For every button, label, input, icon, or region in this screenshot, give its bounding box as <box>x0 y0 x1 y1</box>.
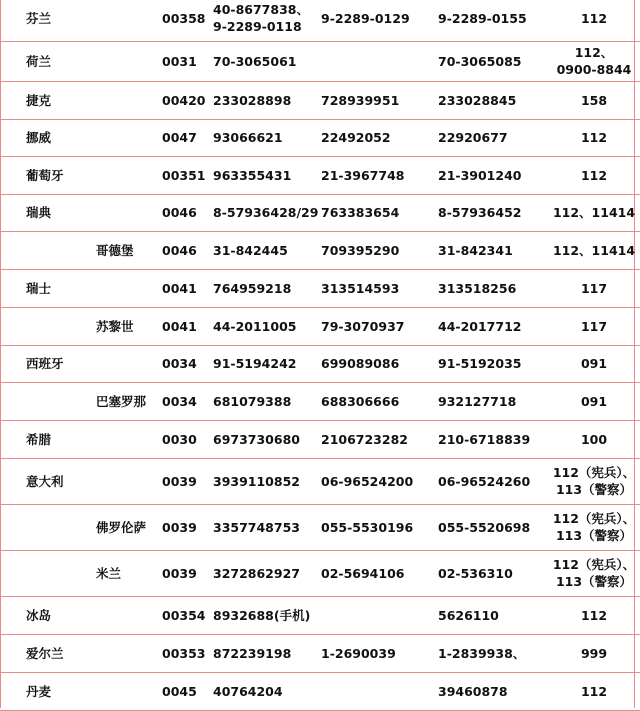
duty-phone-line: 21-3967748 <box>321 167 405 183</box>
phone-number <box>213 634 317 672</box>
emergency-number <box>548 41 640 81</box>
table-row <box>0 156 640 194</box>
phone-number <box>213 0 317 41</box>
emergency-number-line: 113（警察） <box>555 574 633 589</box>
country-name: 捷克 <box>0 81 156 119</box>
phone-number-line: 3939110852 <box>213 473 300 489</box>
duty-phone-line: 1-2690039 <box>321 645 396 661</box>
duty-phone <box>317 420 428 458</box>
emergency-number-line: 117 <box>580 280 608 296</box>
country-code: 00351 <box>156 156 213 194</box>
duty-phone-line: 728939951 <box>321 92 400 108</box>
fax-number <box>428 307 548 345</box>
emergency-number <box>548 596 640 634</box>
emergency-number-line: 112 <box>580 167 608 183</box>
phone-number-line: 8-57936428/29 <box>213 205 319 220</box>
emergency-number-line: 112、11414 <box>552 205 636 220</box>
phone-number-line: 3357748753 <box>213 519 300 535</box>
fax-number <box>428 672 548 710</box>
duty-phone-line: 9-2289-0129 <box>321 10 410 26</box>
fax-number-line: 06-96524260 <box>438 473 531 489</box>
country-name: 瑞典 <box>0 194 156 231</box>
country-name: 荷兰 <box>0 41 156 81</box>
emergency-number-line: 999 <box>580 645 608 661</box>
emergency-number-line: 091 <box>580 356 608 371</box>
fax-number-line: 70-3065085 <box>438 53 522 69</box>
phone-number-line: 93066621 <box>213 130 283 145</box>
duty-phone-line: 2106723282 <box>321 431 408 447</box>
phone-number-line: 872239198 <box>213 645 292 661</box>
emergency-number-line: 091 <box>580 393 608 409</box>
country-code: 0034 <box>156 345 213 382</box>
emergency-number-line: 112（宪兵）、 <box>552 557 636 572</box>
table-row <box>0 194 640 231</box>
fax-number-line: 313518256 <box>438 280 517 296</box>
fax-number-line: 31-842341 <box>438 242 513 258</box>
phone-number <box>213 382 317 420</box>
duty-phone <box>317 41 428 81</box>
fax-number <box>428 458 548 504</box>
fax-number <box>428 231 548 269</box>
phone-number <box>213 119 317 156</box>
phone-number <box>213 504 317 550</box>
phone-number-line: 8932688(手机) <box>213 607 311 623</box>
fax-number <box>428 41 548 81</box>
country-name: 希腊 <box>0 420 156 458</box>
duty-phone <box>317 504 428 550</box>
city-name: 巴塞罗那 <box>0 382 156 420</box>
table-row <box>0 504 640 550</box>
country-code: 00358 <box>156 0 213 41</box>
emergency-number <box>548 458 640 504</box>
phone-number-line: 3272862927 <box>213 565 300 581</box>
table-row <box>0 119 640 156</box>
emergency-number-line: 112（宪兵）、 <box>552 465 636 480</box>
country-code: 0047 <box>156 119 213 156</box>
phone-number-line: 6973730680 <box>213 431 300 447</box>
fax-number-line: 5626110 <box>438 607 499 623</box>
emergency-number <box>548 269 640 307</box>
table-row <box>0 345 640 382</box>
fax-number-line: 02-536310 <box>438 565 513 581</box>
fax-number-line: 932127718 <box>438 393 517 409</box>
country-code: 0046 <box>156 194 213 231</box>
phone-number-line: 70-3065061 <box>213 53 297 69</box>
emergency-number <box>548 382 640 420</box>
emergency-number <box>548 672 640 710</box>
emergency-number-line: 112 <box>580 683 608 699</box>
emergency-number <box>548 0 640 41</box>
country-code: 0041 <box>156 269 213 307</box>
country-code: 0031 <box>156 41 213 81</box>
country-name: 冰岛 <box>0 596 156 634</box>
phone-number-line: 31-842445 <box>213 242 288 258</box>
country-code: 0039 <box>156 550 213 596</box>
emergency-number-line: 113（警察） <box>555 528 633 543</box>
fax-number-line: 233028845 <box>438 92 517 108</box>
duty-phone <box>317 81 428 119</box>
phone-number-line: 40-8677838、 <box>213 2 309 18</box>
duty-phone-line: 22492052 <box>321 130 391 145</box>
fax-number <box>428 596 548 634</box>
fax-number-line: 21-3901240 <box>438 167 522 183</box>
duty-phone-line: 688306666 <box>321 393 400 409</box>
emergency-number <box>548 504 640 550</box>
emergency-number-line: 117 <box>580 318 608 334</box>
table-row <box>0 41 640 81</box>
table-row <box>0 458 640 504</box>
emergency-number-line: 100 <box>580 431 608 447</box>
country-code: 0034 <box>156 382 213 420</box>
emergency-number <box>548 550 640 596</box>
duty-phone-line: 06-96524200 <box>321 473 414 489</box>
country-code: 00353 <box>156 634 213 672</box>
fax-number-line: 22920677 <box>438 130 508 145</box>
fax-number <box>428 382 548 420</box>
duty-phone-line: 313514593 <box>321 280 400 296</box>
country-name: 意大利 <box>0 458 156 504</box>
emergency-number-line: 112 <box>580 10 608 26</box>
country-code: 00420 <box>156 81 213 119</box>
emergency-number-line: 112 <box>580 130 608 145</box>
country-code: 0030 <box>156 420 213 458</box>
emergency-number <box>548 81 640 119</box>
duty-phone <box>317 307 428 345</box>
duty-phone-line: 79-3070937 <box>321 318 405 334</box>
phone-number-line: 681079388 <box>213 393 292 409</box>
fax-number <box>428 156 548 194</box>
phone-number-line: 91-5194242 <box>213 356 297 371</box>
duty-phone <box>317 156 428 194</box>
fax-number-line: 91-5192035 <box>438 356 522 371</box>
duty-phone-line: 763383654 <box>321 205 400 220</box>
duty-phone-line: 709395290 <box>321 242 400 258</box>
city-name: 佛罗伦萨 <box>0 504 156 550</box>
table-row <box>0 269 640 307</box>
emergency-number-line: 0900-8844 <box>556 62 632 77</box>
fax-number-line: 8-57936452 <box>438 205 522 220</box>
fax-number <box>428 194 548 231</box>
duty-phone-line: 055-5530196 <box>321 519 414 535</box>
emergency-number-line: 112（宪兵）、 <box>552 511 636 526</box>
phone-number <box>213 550 317 596</box>
emergency-number <box>548 634 640 672</box>
duty-phone <box>317 550 428 596</box>
phone-number-line: 764959218 <box>213 280 292 296</box>
duty-phone <box>317 596 428 634</box>
country-code: 0041 <box>156 307 213 345</box>
phone-number <box>213 596 317 634</box>
duty-phone <box>317 231 428 269</box>
fax-number <box>428 504 548 550</box>
fax-number <box>428 0 548 41</box>
phone-number <box>213 231 317 269</box>
table-row <box>0 382 640 420</box>
table-row <box>0 231 640 269</box>
phone-number <box>213 41 317 81</box>
duty-phone <box>317 458 428 504</box>
emergency-number <box>548 119 640 156</box>
phone-number-line: 233028898 <box>213 92 292 108</box>
duty-phone <box>317 269 428 307</box>
phone-number <box>213 672 317 710</box>
emergency-number-line: 112、 <box>574 45 614 60</box>
phone-number-line: 40764204 <box>213 683 283 699</box>
table-row <box>0 672 640 710</box>
table-row <box>0 307 640 345</box>
phone-number-line: 9-2289-0118 <box>213 19 302 35</box>
fax-number <box>428 119 548 156</box>
country-code: 0045 <box>156 672 213 710</box>
fax-number <box>428 81 548 119</box>
fax-number <box>428 634 548 672</box>
fax-number-line: 9-2289-0155 <box>438 10 527 26</box>
emergency-number-line: 112、11414 <box>552 242 636 258</box>
country-name: 瑞士 <box>0 269 156 307</box>
duty-phone-line: 02-5694106 <box>321 565 405 581</box>
country-name: 葡萄牙 <box>0 156 156 194</box>
country-name: 挪威 <box>0 119 156 156</box>
emergency-number <box>548 156 640 194</box>
city-name: 苏黎世 <box>0 307 156 345</box>
duty-phone <box>317 382 428 420</box>
country-code: 0039 <box>156 458 213 504</box>
fax-number <box>428 420 548 458</box>
emergency-number <box>548 194 640 231</box>
phone-number <box>213 458 317 504</box>
duty-phone <box>317 672 428 710</box>
fax-number-line: 210-6718839 <box>438 431 531 447</box>
duty-phone-line: 699089086 <box>321 356 400 371</box>
duty-phone <box>317 119 428 156</box>
fax-number-line: 39460878 <box>438 683 508 699</box>
table-row <box>0 81 640 119</box>
duty-phone <box>317 634 428 672</box>
fax-number <box>428 345 548 382</box>
fax-number <box>428 269 548 307</box>
city-name: 米兰 <box>0 550 156 596</box>
duty-phone <box>317 194 428 231</box>
city-name: 哥德堡 <box>0 231 156 269</box>
country-code: 0046 <box>156 231 213 269</box>
phone-number-line: 44-2011005 <box>213 318 297 334</box>
table-row <box>0 634 640 672</box>
phone-number <box>213 307 317 345</box>
phone-number <box>213 81 317 119</box>
country-code: 00354 <box>156 596 213 634</box>
country-name: 芬兰 <box>0 0 156 41</box>
fax-number-line: 1-2839938、 <box>438 645 526 661</box>
emergency-number-line: 112 <box>580 607 608 623</box>
phone-number <box>213 156 317 194</box>
emergency-number-line: 113（警察） <box>555 482 633 497</box>
phone-number <box>213 269 317 307</box>
phone-number <box>213 345 317 382</box>
table-row <box>0 420 640 458</box>
fax-number-line: 44-2017712 <box>438 318 522 334</box>
fax-number <box>428 550 548 596</box>
emergency-number-line: 158 <box>580 92 608 108</box>
emergency-number <box>548 420 640 458</box>
table-row <box>0 0 640 41</box>
duty-phone <box>317 0 428 41</box>
emergency-number <box>548 307 640 345</box>
table-row <box>0 550 640 596</box>
phone-number-line: 963355431 <box>213 167 292 183</box>
table-row <box>0 596 640 634</box>
country-name: 丹麦 <box>0 672 156 710</box>
emergency-number <box>548 231 640 269</box>
emergency-number <box>548 345 640 382</box>
fax-number-line: 055-5520698 <box>438 519 531 535</box>
country-name: 西班牙 <box>0 345 156 382</box>
phone-number <box>213 194 317 231</box>
duty-phone <box>317 345 428 382</box>
country-code: 0039 <box>156 504 213 550</box>
phone-number <box>213 420 317 458</box>
country-name: 爱尔兰 <box>0 634 156 672</box>
